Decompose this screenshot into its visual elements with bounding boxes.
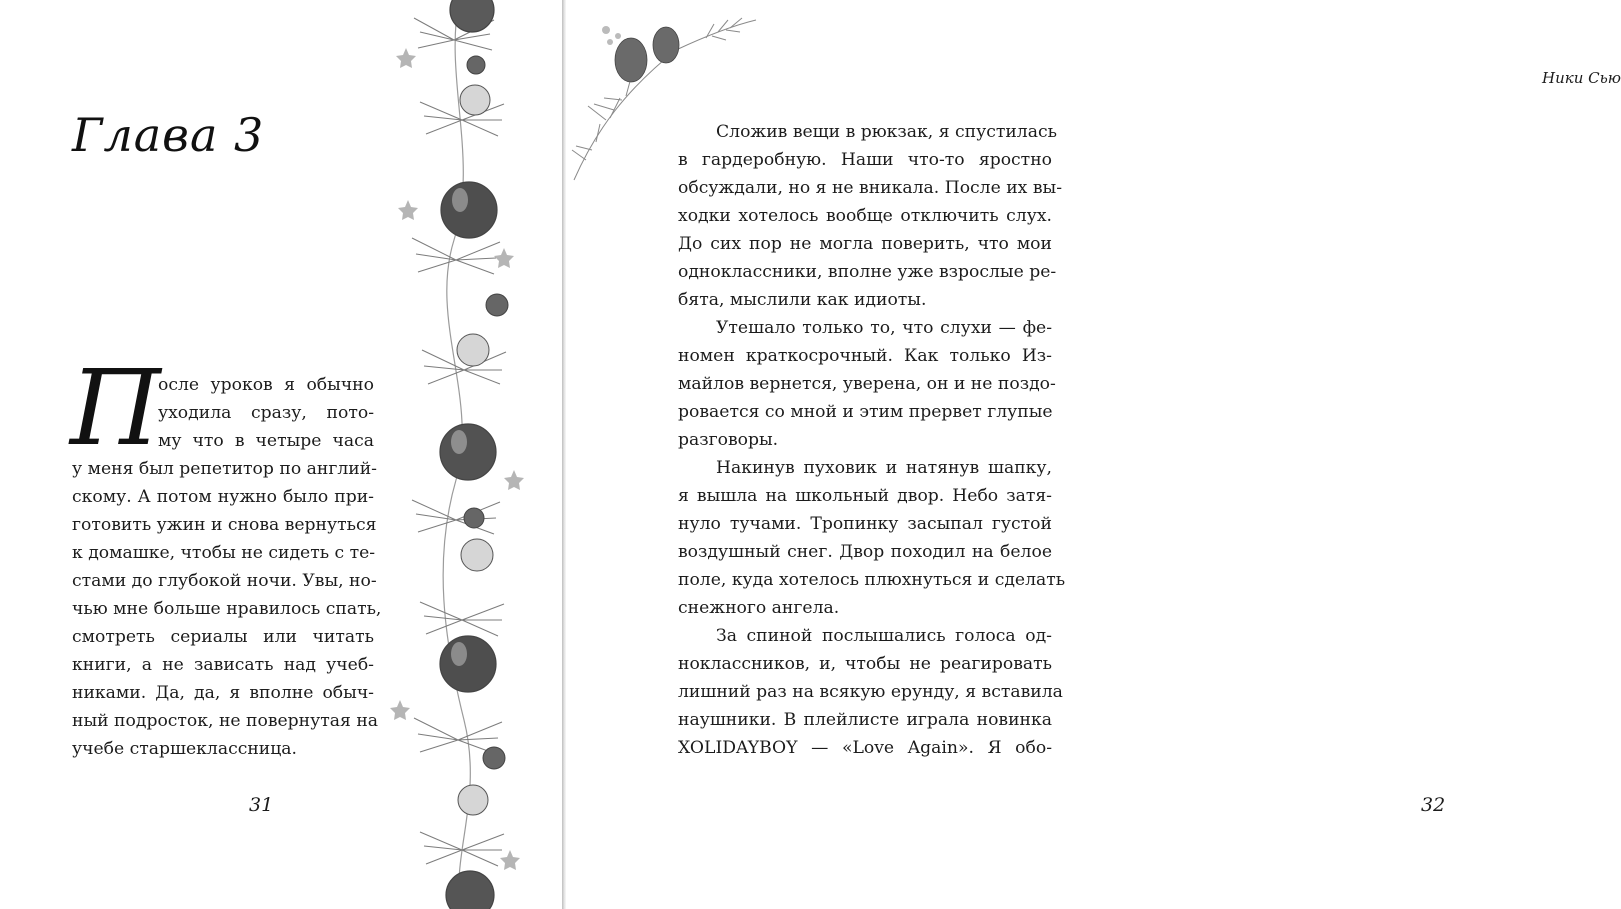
- left-page: [0, 0, 562, 909]
- text-line: стами до глубокой ночи. Увы, но-: [72, 571, 377, 591]
- text-line: бята, мыслили как идиоты.: [678, 290, 927, 310]
- text-line: XOLIDAYBOY — «Love Again». Я обо-: [678, 738, 1052, 758]
- chapter-title: Глава 3: [72, 108, 265, 162]
- text-line: Накинув пуховик и натянув шапку,: [716, 458, 1052, 478]
- page-number-right: 32: [1421, 794, 1446, 816]
- text-line: осле уроков я обычно: [158, 375, 374, 395]
- text-line: снежного ангела.: [678, 598, 840, 618]
- text-line: воздушный снег. Двор походил на белое: [678, 542, 1052, 562]
- running-head: Ники Сью: [1542, 69, 1621, 87]
- text-line: скому. А потом нужно было при-: [72, 487, 374, 507]
- text-line: ный подросток, не повернутая на: [72, 711, 379, 731]
- text-line: За спиной послышались голоса од-: [716, 626, 1052, 646]
- text-line: Сложив вещи в рюкзак, я спустилась: [716, 122, 1057, 142]
- text-line: чью мне больше нравилось спать,: [72, 599, 382, 619]
- text-line: поле, куда хотелось плюхнуться и сделать: [678, 570, 1066, 590]
- left-body-text: [72, 371, 382, 763]
- drop-cap: П: [70, 347, 161, 469]
- text-line: смотреть сериалы или читать: [72, 627, 374, 647]
- text-line: майлов вернется, уверена, он и не поздо-: [678, 374, 1056, 394]
- text-line: я вышла на школьный двор. Небо затя-: [678, 486, 1052, 506]
- text-line: номен краткосрочный. Как только Из-: [678, 346, 1052, 366]
- text-line: в гардеробную. Наши что-то яростно: [678, 150, 1052, 170]
- text-line: наушники. В плейлисте играла новинка: [678, 710, 1052, 730]
- text-line: ноклассников, и, чтобы не реагировать: [678, 654, 1052, 674]
- right-body-text: [678, 118, 1066, 762]
- text-line: лишний раз на всякую ерунду, я вставила: [678, 682, 1063, 702]
- text-line: обсуждали, но я не вникала. После их вы-: [678, 178, 1062, 198]
- text-line: у меня был репетитор по англий-: [72, 459, 377, 479]
- text-line: До сих пор не могла поверить, что мои: [678, 234, 1052, 254]
- text-line: готовить ужин и снова вернуться: [72, 515, 377, 535]
- text-line: книги, а не зависать над учеб-: [72, 655, 374, 675]
- text-line: ходки хотелось вообще отключить слух.: [678, 206, 1052, 226]
- text-line: никами. Да, да, я вполне обыч-: [72, 683, 374, 703]
- text-line: му что в четыре часа: [158, 431, 374, 451]
- text-line: ровается со мной и этим прервет глупые: [678, 402, 1053, 422]
- text-line: Утешало только то, что слухи — фе-: [716, 318, 1052, 338]
- text-line: к домашке, чтобы не сидеть с те-: [72, 543, 376, 563]
- page-number-left: 31: [249, 794, 274, 816]
- text-line: разговоры.: [678, 430, 779, 450]
- text-line: уходила сразу, пото-: [158, 403, 374, 423]
- christmas-garland-icon: [384, 0, 534, 909]
- text-line: учебе старшеклассница.: [72, 739, 297, 759]
- text-line: одноклассники, вполне уже взрослые ре-: [678, 262, 1057, 282]
- text-line: нуло тучами. Тропинку засыпал густой: [678, 514, 1052, 534]
